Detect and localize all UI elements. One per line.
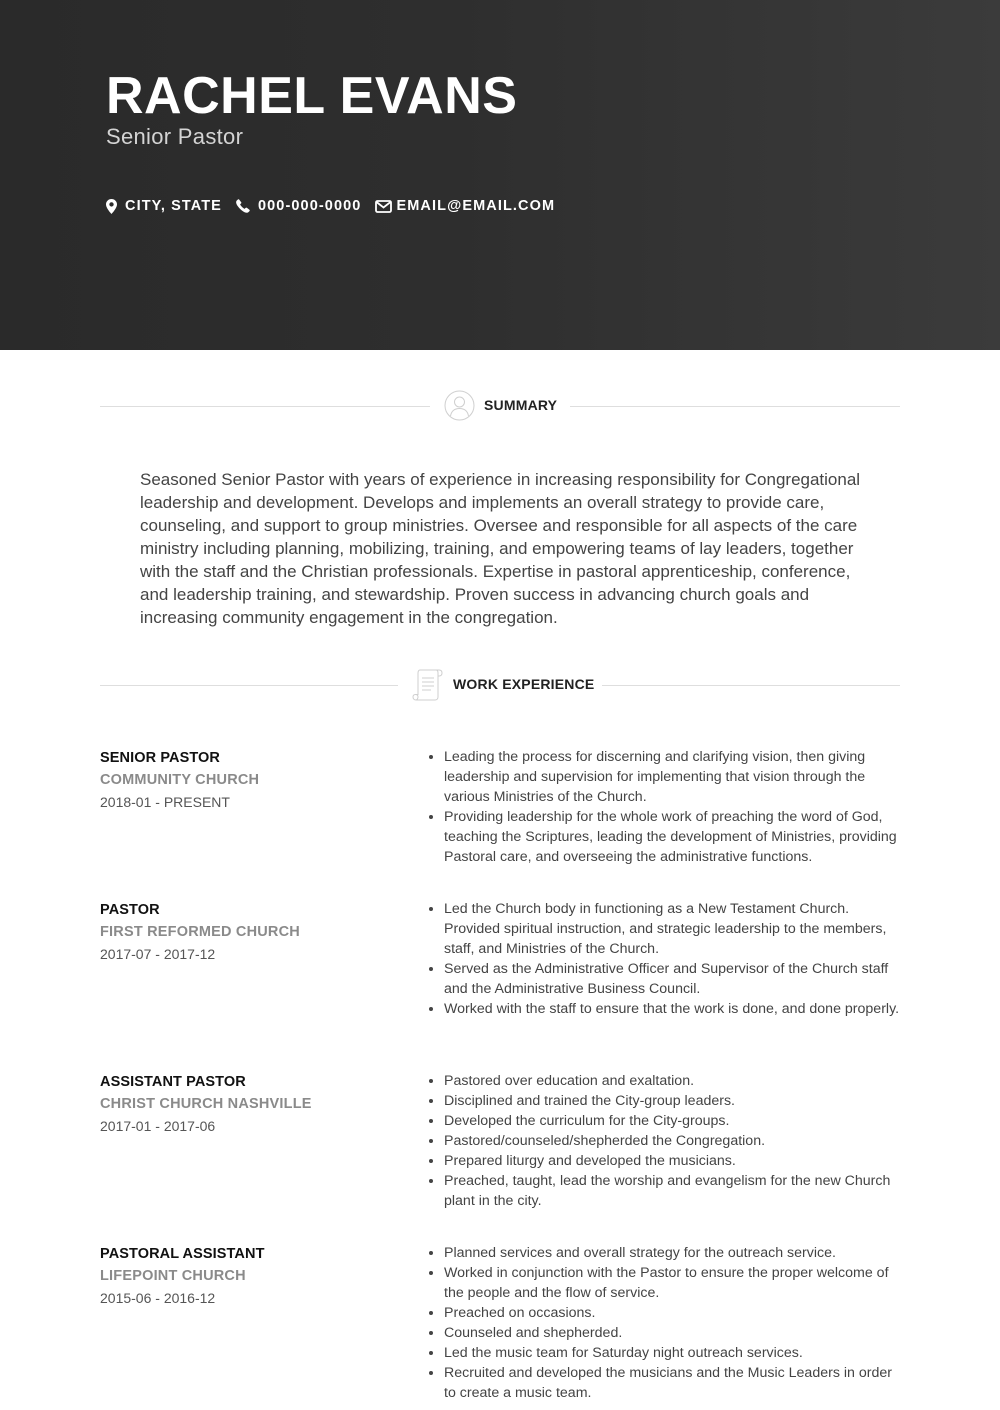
job-bullet: • Preached, taught, lead the worship and evangelism for the new Church plant in the city. [444,1171,904,1211]
job-dates: 2018-01 - PRESENT [100,794,230,810]
contact-email[interactable] [375,198,555,214]
job-company: LIFEPOINT CHURCH [100,1268,246,1284]
job-bullet: • Recruited and developed the musicians and the Music Leaders in order to create a music team. [444,1363,904,1403]
job-dates: 2015-06 - 2016-12 [100,1290,216,1306]
job-bullet: • Prepared liturgy and developed the musicians. [444,1151,904,1171]
heading-divider-right [602,685,900,686]
job-bullet-list [426,747,904,867]
job-bullet: • Providing leadership for the whole work of preaching the word of God, teaching the Scriptures, leading the development of Ministries, providing Pastoral care, and overseeing the administrative functions. [444,807,904,867]
job-bullet: • Disciplined and trained the City-group leaders. [444,1091,904,1111]
job-bullet: • Counseled and shepherded. [444,1323,904,1343]
job-bullet: • Preached on occasions. [444,1303,904,1323]
job-bullet: • Worked with the staff to ensure that the work is done, and done properly. [444,999,904,1019]
contact-location [106,198,222,214]
envelope-icon [375,200,392,213]
job-meta [100,899,410,965]
contact-phone-text: 000-000-0000 [257,198,362,214]
resume-header [0,0,1000,350]
contact-email-text: EMAIL@EMAIL.COM [396,198,556,214]
job-meta [100,1243,410,1309]
summary-text: Seasoned Senior Pastor with years of experience in increasing responsibility for Congregational leadership and development. Develops and implements an overall strategy to provide care, counseling, and support to group ministries. Oversee and responsible for all aspects of the care ministry including planning, mobilizing, training, and empowering teams of lay leaders, together with the staff and the Christian professionals. Expertise in pastoral apprenticeship, conference, and leadership training, and stewardship. Proven success in advancing church goals and increasing community engagement in the congregation. [140,470,861,627]
job-bullet: • Led the Church body in functioning as a New Testament Church. Provided spiritual instruction, and strategic leadership to the members, staff, and Ministries of the Church. [444,899,904,959]
job-bullet: • Planned services and overall strategy for the outreach service. [444,1243,904,1263]
summary-heading [100,386,900,426]
job-title: PASTOR [100,902,160,918]
job-company: COMMUNITY CHURCH [100,772,260,788]
heading-divider-left [100,685,398,686]
job-dates: 2017-07 - 2017-12 [100,946,216,962]
candidate-title: Senior Pastor [106,124,244,149]
contact-location-text: CITY, STATE [125,198,222,214]
job-bullet: • Developed the curriculum for the City-groups. [444,1111,904,1131]
job-bullet: • Led the music team for Saturday night outreach services. [444,1343,904,1363]
phone-icon [236,199,250,213]
summary-heading-label: SUMMARY [484,397,558,413]
job-meta [100,747,410,813]
job-title: PASTORAL ASSISTANT [100,1246,265,1262]
heading-divider-left [100,406,430,407]
job-bullet-list [426,899,904,1019]
job-bullet-list [426,1071,904,1211]
job-bullet: • Pastored over education and exaltation. [444,1071,904,1091]
job-dates: 2017-01 - 2017-06 [100,1118,216,1134]
heading-divider-right [570,406,900,407]
job-bullet: • Worked in conjunction with the Pastor to ensure the proper welcome of the people and the flow of service. [444,1263,904,1303]
job-company: FIRST REFORMED CHURCH [100,924,300,940]
job-bullet: • Served as the Administrative Officer and Supervisor of the Church staff and the Administrative Business Council. [444,959,904,999]
job-bullet: • Leading the process for discerning and clarifying vision, then giving leadership and supervision for implementing that vision through the various Ministries of the Church. [444,747,904,807]
job-bullet-list [426,1243,904,1403]
job-company: CHRIST CHURCH NASHVILLE [100,1096,312,1112]
job-bullet: • Pastored/counseled/shepherded the Congregation. [444,1131,904,1151]
work-experience-heading-label: WORK EXPERIENCE [453,676,595,692]
map-pin-icon [106,199,117,214]
scroll-icon [412,668,444,707]
contact-phone[interactable] [236,198,362,214]
contact-info [106,194,569,218]
user-circle-icon [444,390,475,426]
job-meta [100,1071,410,1137]
work-experience-heading [100,665,900,705]
job-title: SENIOR PASTOR [100,750,221,766]
candidate-name: RACHEL EVANS [106,67,518,125]
job-title: ASSISTANT PASTOR [100,1074,246,1090]
